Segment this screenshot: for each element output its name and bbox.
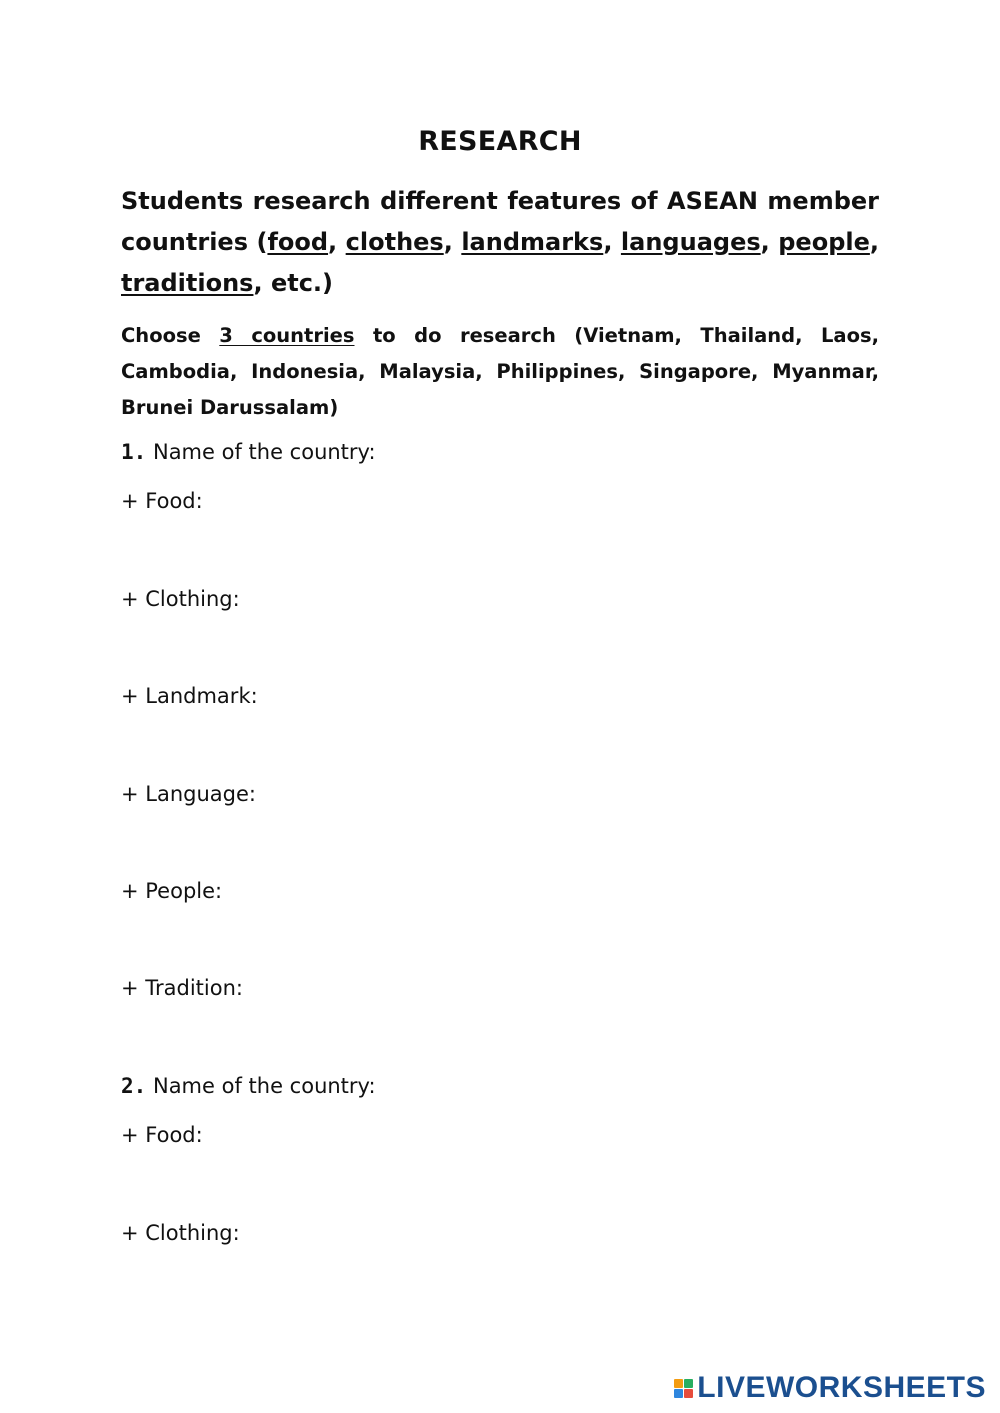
- section-1-clothing-field: + Clothing:: [121, 587, 240, 611]
- feature-languages: languages: [620, 228, 761, 256]
- section-1-food-field: + Food:: [121, 489, 203, 513]
- country-name-label: Name of the country:: [152, 440, 376, 464]
- feature-people: people: [778, 228, 870, 256]
- choose-count: 3 countries: [219, 324, 355, 347]
- feature-food: food: [267, 228, 329, 256]
- section-1-landmark-field: + Landmark:: [121, 684, 258, 708]
- logo-tile-4: [684, 1389, 693, 1398]
- logo-tile-3: [674, 1389, 683, 1398]
- separator: ,: [760, 228, 779, 256]
- country-name-label: Name of the country:: [152, 1074, 376, 1098]
- intro-text-after: , etc.): [253, 269, 334, 297]
- section-1-people-field: + People:: [121, 879, 223, 903]
- liveworksheets-logo-icon: [674, 1379, 693, 1398]
- choose-rest: to do research (Vietnam, Thailand, Laos, Cambodia, Indonesia, Malaysia, Philippines, Singapore, Myanmar, Brunei Darussalam): [121, 324, 879, 419]
- choose-prefix: Choose: [121, 324, 201, 347]
- feature-landmarks: landmarks: [461, 228, 604, 256]
- section-1-tradition-field: + Tradition:: [121, 976, 243, 1000]
- page-title: RESEARCH: [418, 126, 582, 157]
- logo-tile-2: [684, 1379, 693, 1388]
- section-1-language-field: + Language:: [121, 782, 256, 806]
- separator: ,: [443, 228, 462, 256]
- instructions-paragraph: [121, 318, 879, 426]
- section-number: 2.: [121, 1074, 147, 1098]
- logo-tile-1: [674, 1379, 683, 1388]
- separator: ,: [603, 228, 621, 256]
- separator: ,: [869, 228, 880, 256]
- intro-paragraph: [121, 181, 879, 304]
- section-2-clothing-field: + Clothing:: [121, 1221, 240, 1245]
- section-1-country-name: [121, 438, 376, 466]
- liveworksheets-brand: [674, 1371, 986, 1405]
- feature-traditions: traditions: [121, 269, 254, 297]
- section-number: 1.: [121, 440, 147, 464]
- section-2-country-name: [121, 1072, 376, 1100]
- intro-text-before: Students research different features of ASEAN member countries (: [121, 187, 879, 256]
- separator: ,: [328, 228, 346, 256]
- brand-text: LIVEWORKSHEETS: [697, 1371, 986, 1404]
- section-2-food-field: + Food:: [121, 1123, 203, 1147]
- feature-clothes: clothes: [345, 228, 444, 256]
